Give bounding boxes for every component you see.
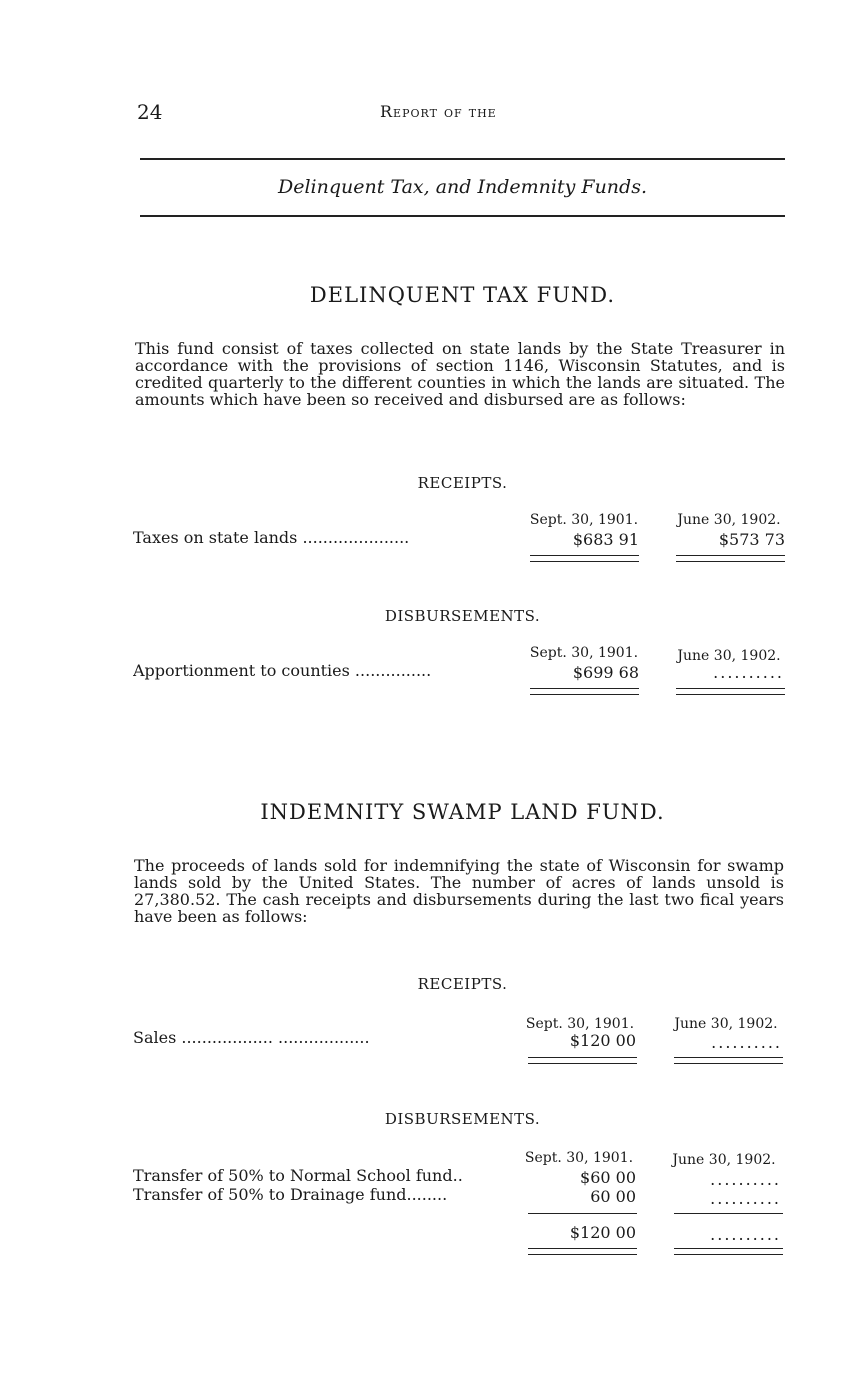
apportionment-value-1901: $699 68 [572, 663, 639, 682]
indemnity-receipts-col1: Sept. 30, 1901. [525, 1016, 635, 1032]
indemnity-disb-col1: Sept. 30, 1901. [524, 1150, 634, 1166]
delinquent-receipts-col2: June 30, 1902. [677, 512, 781, 528]
running-head: Report of the [380, 102, 497, 121]
subtitle-rule [140, 215, 785, 217]
double-rule [676, 555, 785, 562]
delinquent-disbursements-caption: DISBURSEMENTS. [384, 607, 541, 625]
drainage-row-label: Transfer of 50% to Drainage fund........ [133, 1185, 448, 1204]
delinquent-receipts-col1: Sept. 30, 1901. [529, 512, 639, 528]
sales-value-1901: $120 00 [569, 1031, 636, 1050]
indemnity-receipts-col2: June 30, 1902. [674, 1016, 778, 1032]
delinquent-disb-col2: June 30, 1902. [677, 648, 781, 664]
normal-school-value-1902: .......... [710, 1170, 781, 1189]
taxes-value-1901: $683 91 [572, 530, 639, 549]
delinquent-receipts-caption: RECEIPTS. [417, 474, 508, 492]
top-rule [140, 158, 785, 160]
apportionment-value-1902: .......... [713, 663, 784, 682]
page-subtitle: Delinquent Tax, and Indemnity Funds. [277, 176, 647, 198]
indemnity-heading: INDEMNITY SWAMP LAND FUND. [260, 800, 665, 824]
apportionment-row-label: Apportionment to counties ............... [133, 661, 432, 680]
taxes-value-1902: $573 73 [718, 530, 785, 549]
double-rule [676, 688, 785, 695]
normal-school-value-1901: $60 00 [580, 1168, 636, 1187]
total-rule [674, 1213, 783, 1214]
double-rule [530, 688, 639, 695]
double-rule [530, 555, 639, 562]
sales-row-label: Sales .................. .................. [133, 1028, 370, 1047]
drainage-value-1901: 60 00 [590, 1187, 636, 1206]
total-rule [528, 1213, 637, 1214]
total-value-1902: .......... [710, 1225, 781, 1244]
taxes-row-label: Taxes on state lands ..................... [133, 528, 410, 547]
double-rule [674, 1248, 783, 1255]
indemnity-paragraph: The proceeds of lands sold for indemnifying the state of Wisconsin for swamp lands sold by the United States. The number of acres of lands unsold is 27,380.52. The cash receipts and disbursements during the last two fical years have been as follows: [134, 856, 784, 926]
double-rule [528, 1057, 637, 1064]
delinquent-disb-col1: Sept. 30, 1901. [529, 645, 639, 661]
sales-value-1902: .......... [711, 1033, 782, 1052]
indemnity-disb-col2: June 30, 1902. [672, 1152, 776, 1168]
indemnity-receipts-caption: RECEIPTS. [417, 975, 508, 993]
total-value-1901: $120 00 [569, 1223, 636, 1242]
double-rule [674, 1057, 783, 1064]
indemnity-disbursements-caption: DISBURSEMENTS. [384, 1110, 541, 1128]
double-rule [528, 1248, 637, 1255]
drainage-value-1902: .......... [710, 1189, 781, 1208]
delinquent-heading: DELINQUENT TAX FUND. [309, 283, 616, 307]
normal-school-row-label: Transfer of 50% to Normal School fund.. [133, 1166, 463, 1185]
page-number: 24 [137, 100, 163, 124]
delinquent-paragraph: This fund consist of taxes collected on state lands by the State Treasurer in accordance with the provisions of section 1146, Wisconsin Statutes, and is credited quarterly to the different counties in which the lands are situated. The amounts which have been so received and disbursed are as follows: [135, 339, 785, 409]
